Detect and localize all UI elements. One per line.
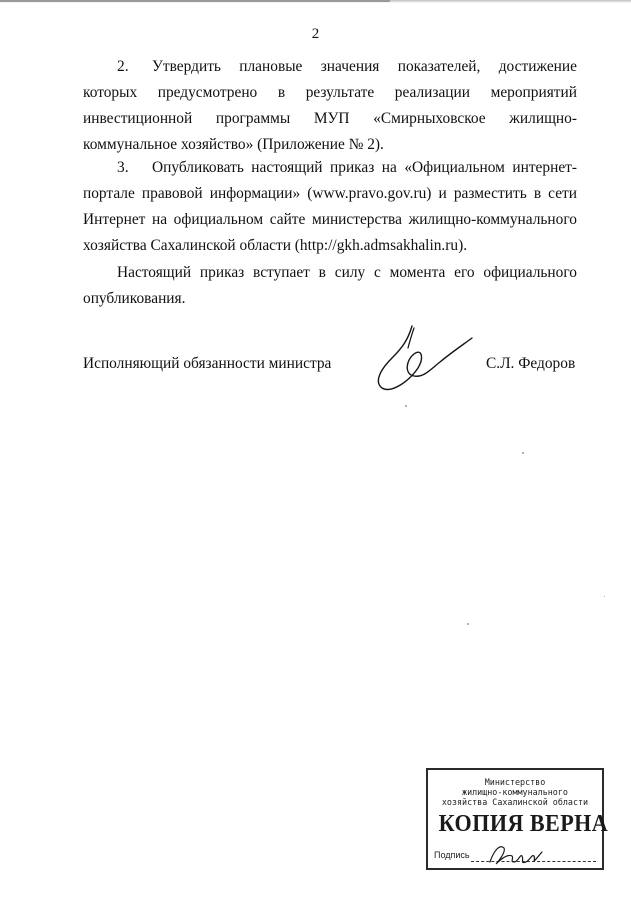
paragraph-text: Настоящий приказ вступает в силу с момента его официального опубликования. — [83, 264, 577, 307]
scan-speck — [467, 623, 469, 625]
paragraph-3 — [83, 155, 577, 259]
page-number: 2 — [311, 26, 320, 42]
paragraph-text: Опубликовать настоящий приказ на «Официальном интернет-портале правовой информации» (www.pravo.gov.ru) и разместить в сети Интернет на официальном сайте министерства жилищно-коммунального хозяйства Сахалинской области (http://gkh.admsakhalin.ru). — [83, 159, 577, 254]
stamp-line-housing: жилищно-коммунального — [462, 787, 568, 797]
scan-edge-line — [0, 0, 390, 2]
paragraph-effective — [83, 260, 577, 312]
scan-speck — [405, 405, 407, 407]
signatory-name: С.Л. Федоров — [486, 355, 576, 372]
stamp-line-ministry: Министерство — [484, 777, 546, 787]
handwritten-signature — [368, 318, 478, 398]
scan-speck — [604, 596, 605, 597]
copy-certification-stamp — [426, 768, 609, 870]
paragraph-number: 3. — [117, 159, 129, 176]
paragraph-2 — [83, 54, 577, 158]
stamp-line-region: хозяйства Сахалинской области — [441, 797, 589, 807]
paragraph-number: 2. — [117, 58, 129, 75]
signatory-title: Исполняющий обязанности министра — [83, 355, 332, 372]
stamp-copy-verified: КОПИЯ ВЕРНА — [438, 811, 609, 837]
scan-speck — [522, 452, 524, 454]
stamp-signature-label: Подпись — [434, 850, 470, 860]
paragraph-text: Утвердить плановые значения показателей, достижение которых предусмотрено в результате реализации мероприятий инвестиционной программы МУП «Смирныховское жилищно-коммунальное хозяйство» (Приложение № 2). — [83, 58, 577, 153]
stamp-handwritten-signature — [486, 840, 546, 868]
